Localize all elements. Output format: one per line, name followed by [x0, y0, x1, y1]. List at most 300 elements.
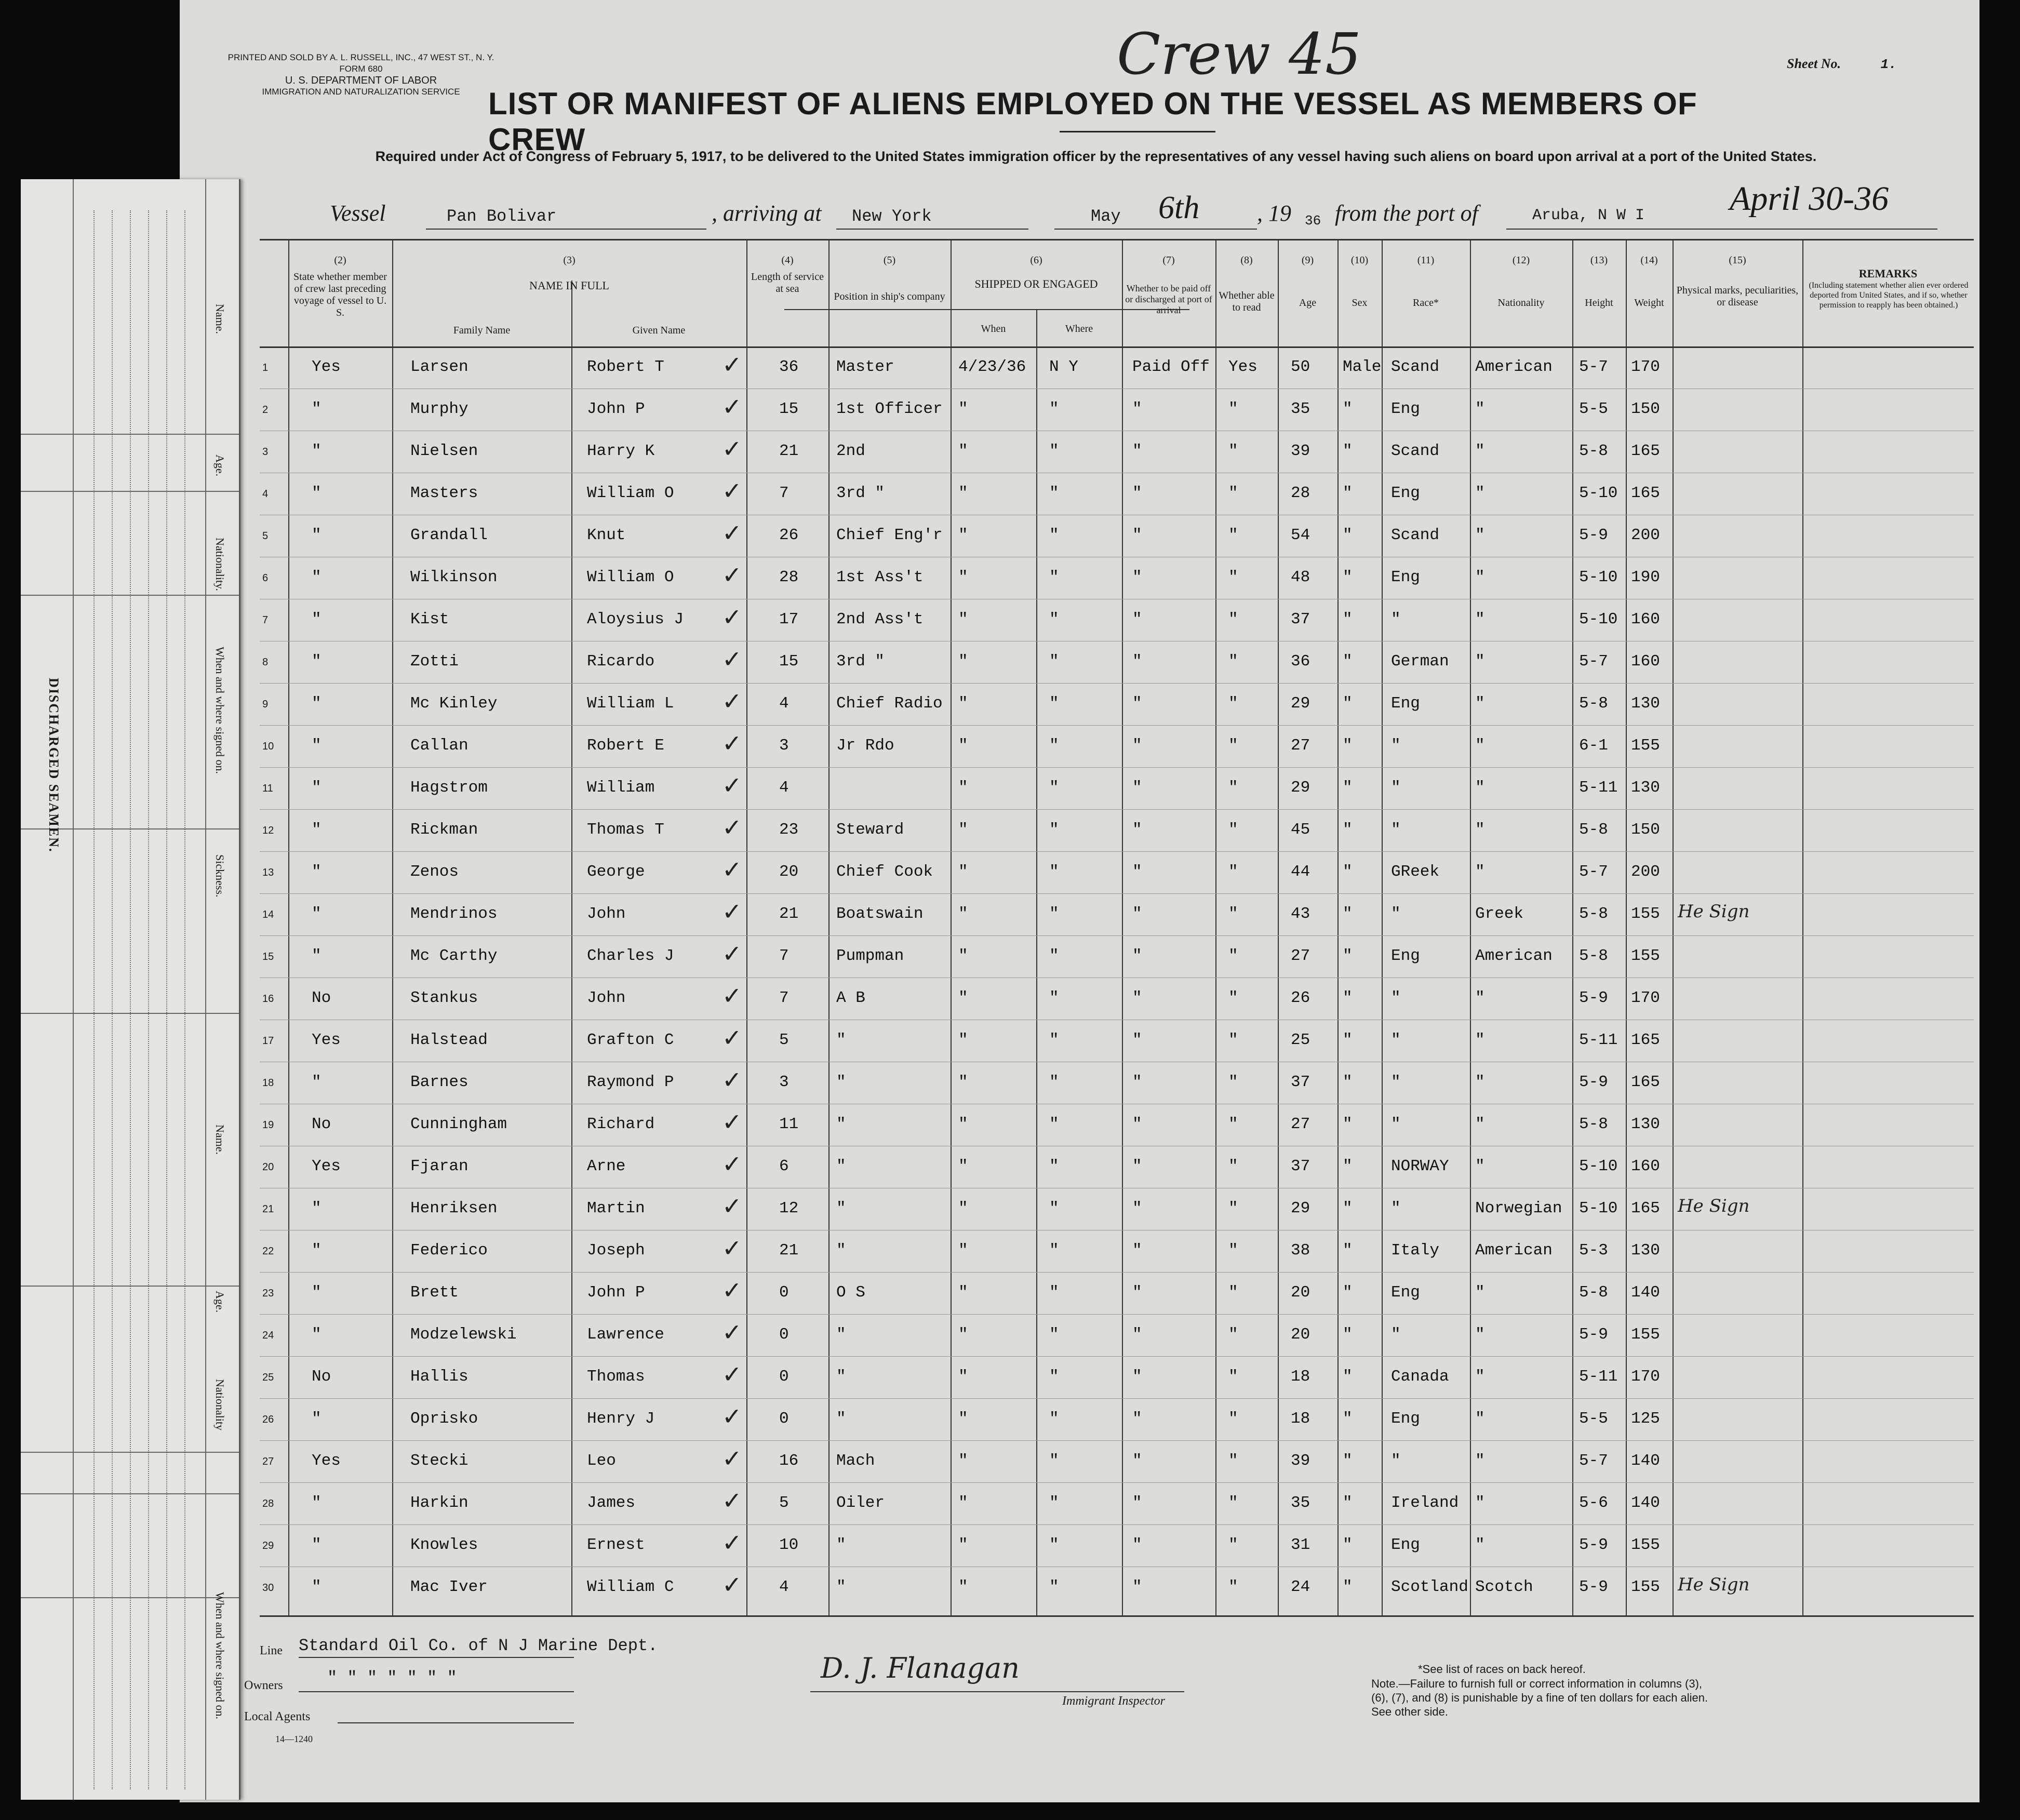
col-line	[828, 239, 830, 1615]
cell-sex: "	[1343, 652, 1353, 671]
col-line	[392, 239, 393, 1615]
row-number: 3	[262, 446, 269, 458]
cell-paid: "	[1132, 1157, 1142, 1175]
row-number: 9	[262, 699, 269, 710]
cell-age: 54	[1291, 526, 1310, 544]
cell-pos: O S	[836, 1283, 865, 1302]
row-number: 22	[262, 1246, 274, 1257]
cell-paid: "	[1132, 863, 1142, 881]
slip-label-nationality: Nationality.	[213, 538, 226, 592]
col-num: (6)	[1030, 255, 1042, 266]
header-age: Age	[1299, 297, 1317, 309]
cell-pos: Chief Cook	[836, 863, 933, 881]
cell-read: "	[1228, 779, 1238, 797]
cell-family: Callan	[410, 737, 469, 755]
cell-ht: 5-10	[1579, 1199, 1618, 1217]
cell-family: Knowles	[410, 1536, 478, 1554]
cell-wt: 155	[1631, 737, 1660, 755]
cell-age: 24	[1291, 1578, 1310, 1596]
cell-where: "	[1049, 863, 1059, 881]
cell-given: Thomas	[587, 1368, 645, 1386]
cell-paid: "	[1132, 400, 1142, 418]
col-num: (9)	[1301, 255, 1314, 266]
cell-family: Harkin	[410, 1494, 469, 1512]
cell-ht: 5-3	[1579, 1241, 1608, 1260]
cell-race: Eng	[1391, 484, 1420, 502]
cell-when: "	[958, 442, 968, 460]
cell-prev: "	[312, 1536, 322, 1554]
header-nationality: Nationality	[1497, 297, 1545, 309]
cell-pos: 2nd Ass't	[836, 610, 924, 628]
port-underline	[836, 229, 1028, 230]
cell-family: Masters	[410, 484, 478, 502]
cell-where: "	[1049, 1494, 1059, 1512]
cell-where: "	[1049, 1326, 1059, 1344]
slip-title: DISCHARGED SEAMEN.	[46, 678, 61, 853]
cell-where: "	[1049, 400, 1059, 418]
cell-pos: Pumpman	[836, 947, 904, 965]
cell-age: 26	[1291, 989, 1310, 1007]
cell-race: Italy	[1391, 1241, 1440, 1260]
cell-race: "	[1391, 1452, 1401, 1470]
cell-sex: "	[1343, 610, 1353, 628]
col-num: (14)	[1640, 255, 1658, 266]
cell-read: "	[1228, 905, 1238, 923]
check-mark-icon: ✓	[722, 435, 742, 463]
cell-wt: 165	[1631, 1073, 1660, 1091]
cell-prev: "	[312, 1578, 322, 1596]
check-mark-icon: ✓	[722, 1571, 742, 1599]
cell-wt: 160	[1631, 610, 1660, 628]
cell-where: "	[1049, 694, 1059, 713]
cell-wt: 155	[1631, 947, 1660, 965]
cell-given: John	[587, 989, 626, 1007]
cell-nat: "	[1475, 1452, 1485, 1470]
cell-given: Raymond P	[587, 1073, 674, 1091]
inspector-signature: D. J. Flanagan	[821, 1652, 1020, 1684]
cell-race: Eng	[1391, 400, 1420, 418]
cell-given: William C	[587, 1578, 674, 1596]
slip-label-age: Age.	[213, 1291, 226, 1313]
cell-when: "	[958, 821, 968, 839]
cell-wt: 165	[1631, 1031, 1660, 1049]
row-divider	[260, 1524, 1974, 1525]
header-where: Where	[1065, 323, 1093, 334]
cell-when: "	[958, 1031, 968, 1049]
cell-prev: Yes	[312, 358, 341, 376]
cell-prev: "	[312, 568, 322, 586]
cell-age: 20	[1291, 1283, 1310, 1302]
col-line	[746, 239, 747, 1615]
cell-family: Larsen	[410, 358, 469, 376]
cell-sex: "	[1343, 905, 1353, 923]
cell-paid: "	[1132, 652, 1142, 671]
cell-prev: Yes	[312, 1452, 341, 1470]
cell-ht: 5-8	[1579, 821, 1608, 839]
cell-prev: "	[312, 779, 322, 797]
cell-age: 50	[1291, 358, 1310, 376]
cell-family: Stankus	[410, 989, 478, 1007]
cell-prev: "	[312, 863, 322, 881]
check-mark-icon: ✓	[722, 982, 742, 1010]
cell-family: Fjaran	[410, 1157, 469, 1175]
cell-where: "	[1049, 821, 1059, 839]
sheet-label: Sheet No.	[1787, 56, 1841, 71]
cell-age: 18	[1291, 1410, 1310, 1428]
arriving-label: , arriving at	[712, 200, 822, 226]
cell-sex: "	[1343, 821, 1353, 839]
cell-family: Wilkinson	[410, 568, 498, 586]
slip-section-line	[21, 1452, 239, 1453]
cell-serv: 0	[779, 1368, 789, 1386]
row-divider	[260, 683, 1974, 684]
cell-where: "	[1049, 737, 1059, 755]
discharged-seamen-slip	[21, 179, 240, 1800]
cell-nat: American	[1475, 1241, 1553, 1260]
cell-given: Robert E	[587, 737, 664, 755]
cell-where: "	[1049, 905, 1059, 923]
col-line	[1802, 239, 1803, 1615]
cell-race: Eng	[1391, 1536, 1420, 1554]
cell-when: "	[958, 1536, 968, 1554]
cell-when: "	[958, 652, 968, 671]
cell-paid: "	[1132, 821, 1142, 839]
cell-given: Grafton C	[587, 1031, 674, 1049]
cell-serv: 0	[779, 1283, 789, 1302]
cell-when: "	[958, 737, 968, 755]
cell-age: 27	[1291, 737, 1310, 755]
header-physical-marks: Physical marks, peculiarities, or disease	[1676, 285, 1799, 308]
slip-dotted-line	[148, 210, 149, 1789]
cell-when: "	[958, 905, 968, 923]
cell-sex: "	[1343, 1283, 1353, 1302]
col-num: (15)	[1729, 255, 1746, 266]
cell-serv: 15	[779, 400, 799, 418]
printer-line: PRINTED AND SOLD BY A. L. RUSSELL, INC., 47 WEST ST., N. Y.	[228, 52, 494, 62]
cell-pos: "	[836, 1157, 846, 1175]
slip-label-name: Name.	[213, 304, 226, 334]
cell-pos: "	[836, 1031, 846, 1049]
cell-ht: 5-8	[1579, 694, 1608, 713]
cell-when: "	[958, 779, 968, 797]
cell-sex: Male	[1343, 358, 1382, 376]
cell-serv: 10	[779, 1536, 799, 1554]
cell-prev: "	[312, 821, 322, 839]
shipped-subheader-line	[951, 309, 1106, 310]
cell-read: "	[1228, 863, 1238, 881]
cell-nat: "	[1475, 1536, 1485, 1554]
col-line	[1122, 239, 1123, 1615]
cell-when: "	[958, 947, 968, 965]
col-num: (13)	[1590, 255, 1608, 266]
cell-where: "	[1049, 484, 1059, 502]
cell-family: Mendrinos	[410, 905, 498, 923]
cell-serv: 6	[779, 1157, 789, 1175]
check-mark-icon: ✓	[722, 1487, 742, 1515]
cell-pos: Chief Radio	[836, 694, 943, 713]
header-prev-voyage: State whether member of crew last preceding voyage of vessel to U. S.	[293, 271, 387, 318]
fine-note: Note.—Failure to furnish full or correct information in columns (3), (6), (7), and (8) is punishable by a fine of ten dollars for each alien. See other side.	[1371, 1677, 1708, 1718]
row-number: 27	[262, 1456, 274, 1467]
check-mark-icon: ✓	[722, 687, 742, 715]
cell-pos: "	[836, 1115, 846, 1133]
cell-wt: 160	[1631, 652, 1660, 671]
cell-age: 18	[1291, 1368, 1310, 1386]
year-label: , 19	[1257, 200, 1291, 226]
cell-wt: 155	[1631, 905, 1660, 923]
slip-section-line	[21, 1597, 239, 1598]
cell-race: GReek	[1391, 863, 1440, 881]
cell-where: "	[1049, 1199, 1059, 1217]
cell-when: "	[958, 568, 968, 586]
col-num: (3)	[563, 255, 576, 266]
cell-prev: "	[312, 1199, 322, 1217]
cell-read: "	[1228, 1452, 1238, 1470]
cell-ht: 5-8	[1579, 442, 1608, 460]
cell-sex: "	[1343, 442, 1353, 460]
cell-nat: Scotch	[1475, 1578, 1533, 1596]
row-number: 4	[262, 488, 269, 500]
cell-sex: "	[1343, 1452, 1353, 1470]
check-mark-icon: ✓	[722, 813, 742, 841]
cell-nat: "	[1475, 1115, 1485, 1133]
cell-given: Arne	[587, 1157, 626, 1175]
inspector-label: Immigrant Inspector	[1062, 1694, 1165, 1708]
check-mark-icon: ✓	[722, 855, 742, 884]
cell-age: 29	[1291, 779, 1310, 797]
cell-where: "	[1049, 779, 1059, 797]
cell-serv: 5	[779, 1494, 789, 1512]
cell-when: "	[958, 1073, 968, 1091]
cell-sex: "	[1343, 1073, 1353, 1091]
cell-paid: "	[1132, 610, 1142, 628]
cell-where: "	[1049, 1157, 1059, 1175]
row-divider	[260, 1440, 1974, 1441]
cell-race: Eng	[1391, 1410, 1420, 1428]
cell-prev: "	[312, 1241, 322, 1260]
cell-ht: 5-5	[1579, 1410, 1608, 1428]
sheet-number	[1787, 56, 1897, 72]
cell-prev: "	[312, 484, 322, 502]
from-port-label: from the port of	[1335, 200, 1478, 226]
cell-read: "	[1228, 1031, 1238, 1049]
row-divider	[260, 725, 1974, 726]
cell-ht: 5-9	[1579, 526, 1608, 544]
cell-age: 35	[1291, 1494, 1310, 1512]
owners-label: Owners	[244, 1679, 283, 1692]
cell-prev: No	[312, 1368, 331, 1386]
cell-when: "	[958, 1115, 968, 1133]
cell-race: "	[1391, 610, 1401, 628]
title-rule	[1060, 131, 1215, 132]
cell-paid: "	[1132, 1199, 1142, 1217]
cell-age: 38	[1291, 1241, 1310, 1260]
row-divider	[260, 767, 1974, 768]
cell-race: Canada	[1391, 1368, 1449, 1386]
cell-sex: "	[1343, 484, 1353, 502]
cell-read: "	[1228, 821, 1238, 839]
slip-label-signed-on: When and where signed on.	[213, 647, 226, 774]
sheet-number-value: 1.	[1880, 57, 1897, 72]
cell-when: "	[958, 694, 968, 713]
cell-wt: 165	[1631, 1199, 1660, 1217]
row-divider	[260, 1482, 1974, 1483]
cell-family: Hagstrom	[410, 779, 488, 797]
cell-wt: 200	[1631, 863, 1660, 881]
cell-given: William L	[587, 694, 674, 713]
cell-family: Brett	[410, 1283, 459, 1302]
arrival-day: 6th	[1158, 190, 1200, 225]
row-divider	[260, 1398, 1974, 1399]
cell-wt: 170	[1631, 358, 1660, 376]
cell-paid: "	[1132, 737, 1142, 755]
cell-ht: 5-11	[1579, 779, 1618, 797]
cell-wt: 140	[1631, 1452, 1660, 1470]
slip-section-line	[21, 595, 239, 596]
cell-wt: 130	[1631, 1115, 1660, 1133]
cell-prev: "	[312, 1494, 322, 1512]
cell-read: "	[1228, 610, 1238, 628]
cell-sex: "	[1343, 737, 1353, 755]
cell-ht: 5-7	[1579, 1452, 1608, 1470]
cell-where: "	[1049, 1536, 1059, 1554]
cell-given: James	[587, 1494, 636, 1512]
cell-nat: "	[1475, 779, 1485, 797]
cell-family: Nielsen	[410, 442, 478, 460]
row-number: 1	[262, 362, 269, 373]
cell-age: 31	[1291, 1536, 1310, 1554]
cell-nat: "	[1475, 610, 1485, 628]
header-remarks-sub: (Including statement whether alien ever ordered deported from United States, and if so, whether permission to reapply has been obtained.)	[1809, 281, 1969, 310]
row-divider	[260, 851, 1974, 852]
cell-ht: 5-9	[1579, 1326, 1608, 1344]
cell-where: "	[1049, 1452, 1059, 1470]
cell-read: "	[1228, 1578, 1238, 1596]
line-value: Standard Oil Co. of N J Marine Dept.	[299, 1636, 658, 1655]
cell-wt: 160	[1631, 1157, 1660, 1175]
cell-when: "	[958, 1494, 968, 1512]
header-height: Height	[1585, 297, 1613, 309]
arrival-month: May	[1091, 207, 1121, 226]
cell-family: Modzelewski	[410, 1326, 517, 1344]
cell-wt: 130	[1631, 694, 1660, 713]
cell-ht: 5-8	[1579, 905, 1608, 923]
header-remarks: REMARKS	[1858, 267, 1918, 280]
check-mark-icon: ✓	[722, 1444, 742, 1473]
line-label: Line	[260, 1644, 283, 1657]
cell-race: Eng	[1391, 947, 1420, 965]
from-underline	[1506, 229, 1937, 230]
col-num: (4)	[781, 255, 794, 266]
cell-age: 35	[1291, 400, 1310, 418]
cell-read: "	[1228, 1494, 1238, 1512]
cell-nat: "	[1475, 863, 1485, 881]
cell-paid: "	[1132, 1073, 1142, 1091]
cell-prev: "	[312, 1073, 322, 1091]
header-weight: Weight	[1634, 297, 1664, 309]
cell-serv: 15	[779, 652, 799, 671]
cell-when: "	[958, 1199, 968, 1217]
row-number: 11	[262, 783, 273, 794]
cell-sex: "	[1343, 694, 1353, 713]
cell-read: "	[1228, 400, 1238, 418]
cell-serv: 20	[779, 863, 799, 881]
cell-age: 45	[1291, 821, 1310, 839]
slip-label-sickness: Sickness.	[213, 854, 226, 898]
cell-serv: 21	[779, 905, 799, 923]
cell-wt: 165	[1631, 484, 1660, 502]
slip-dotted-line	[130, 210, 131, 1789]
cell-paid: "	[1132, 1536, 1142, 1554]
cell-sex: "	[1343, 1157, 1353, 1175]
cell-age: 29	[1291, 1199, 1310, 1217]
cell-race: Eng	[1391, 694, 1420, 713]
cell-pos: Master	[836, 358, 894, 376]
cell-wt: 140	[1631, 1494, 1660, 1512]
row-number: 25	[262, 1372, 274, 1383]
cell-sex: "	[1343, 1368, 1353, 1386]
cell-serv: 12	[779, 1199, 799, 1217]
cell-when: "	[958, 863, 968, 881]
cell-where: "	[1049, 1368, 1059, 1386]
cell-pos: 1st Officer	[836, 400, 943, 418]
cell-pos: "	[836, 1536, 846, 1554]
cell-when: "	[958, 526, 968, 544]
col-line	[288, 239, 289, 1615]
cell-race: "	[1391, 779, 1401, 797]
cell-given: Robert T	[587, 358, 664, 376]
col-line	[1572, 239, 1573, 1615]
cell-given: Knut	[587, 526, 626, 544]
cell-race: "	[1391, 905, 1401, 923]
cell-race: "	[1391, 737, 1401, 755]
cell-pos: A B	[836, 989, 865, 1007]
cell-serv: 3	[779, 1073, 789, 1091]
cell-ht: 5-7	[1579, 652, 1608, 671]
cell-prev: Yes	[312, 1031, 341, 1049]
cell-where: "	[1049, 526, 1059, 544]
slip-section-line	[21, 491, 239, 492]
check-mark-icon: ✓	[722, 1318, 742, 1346]
cell-nat: "	[1475, 989, 1485, 1007]
cell-paid: "	[1132, 1283, 1142, 1302]
cell-ht: 5-8	[1579, 1115, 1608, 1133]
cell-pos: Boatswain	[836, 905, 924, 923]
slip-dotted-line	[93, 210, 95, 1789]
cell-serv: 4	[779, 779, 789, 797]
cell-paid: "	[1132, 1241, 1142, 1260]
physical-marks-note: He Sign	[1678, 901, 1750, 922]
cell-pos: 2nd	[836, 442, 865, 460]
physical-marks-note: He Sign	[1678, 1196, 1750, 1216]
cell-family: Rickman	[410, 821, 478, 839]
cell-read: "	[1228, 694, 1238, 713]
cell-given: Aloysius J	[587, 610, 684, 628]
cell-race: "	[1391, 821, 1401, 839]
col-line	[1673, 239, 1674, 1615]
col-line	[571, 280, 572, 1615]
col-line	[1036, 309, 1037, 1615]
cell-age: 43	[1291, 905, 1310, 923]
cell-sex: "	[1343, 526, 1353, 544]
cell-age: 48	[1291, 568, 1310, 586]
cell-ht: 5-6	[1579, 1494, 1608, 1512]
cell-age: 20	[1291, 1326, 1310, 1344]
cell-paid: "	[1132, 905, 1142, 923]
cell-ht: 6-1	[1579, 737, 1608, 755]
cell-sex: "	[1343, 1410, 1353, 1428]
col-line	[951, 239, 952, 1615]
